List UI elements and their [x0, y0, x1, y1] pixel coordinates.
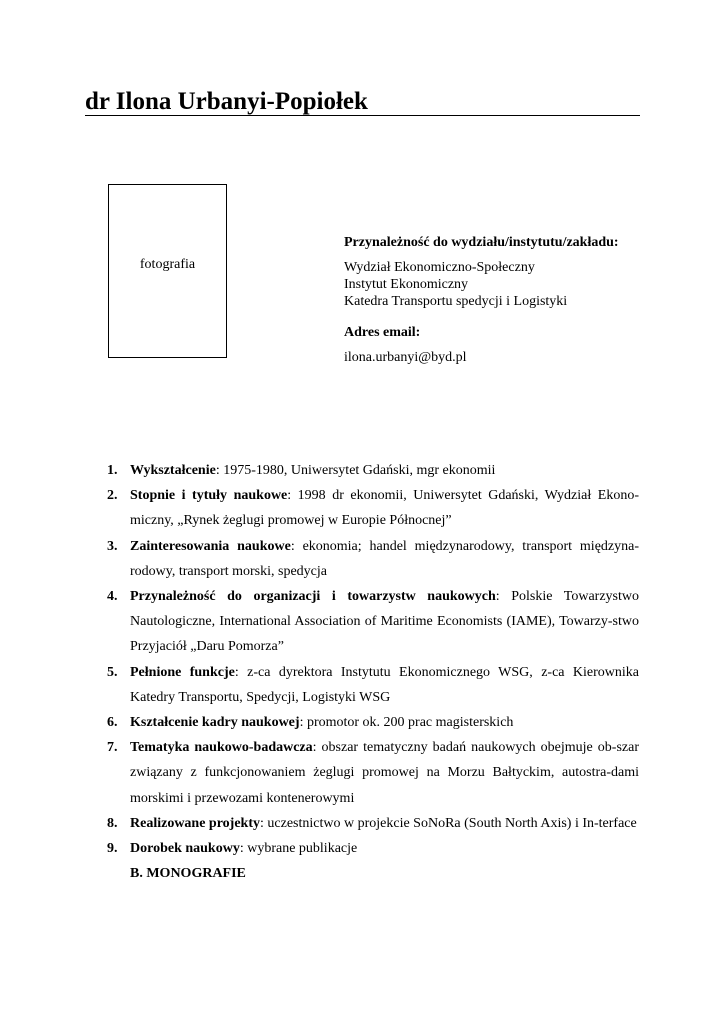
item-text: : 1998 dr ekonomii, Uniwersytet Gdański, Wydział Ekono-miczny, „Rynek żeglugi promowej w Europie Północnej”: [130, 488, 639, 529]
item-label: Zainteresowania naukowe: [130, 538, 291, 554]
list-item: [107, 458, 639, 483]
photo-label: fotografia: [139, 257, 196, 272]
item-label: Dorobek naukowy: [130, 841, 240, 857]
email-address: ilona.urbanyi@byd.pl: [344, 350, 467, 365]
item-text: : obszar tematyczny badań naukowych obejmuje ob-szar związany z funkcjonowaniem żeglugi promowej na Morzu Bałtyckim, autostra-dami morskimi i przewozami kontenerowymi: [130, 740, 639, 806]
photo-placeholder: [108, 184, 227, 358]
item-label: Wykształcenie: [130, 463, 216, 478]
list-item: [107, 584, 639, 660]
affiliation-faculty: Wydział Ekonomiczno-Społeczny: [344, 260, 535, 275]
affiliation-department: Katedra Transportu spedycji i Logistyki: [344, 294, 568, 309]
item-text: : ekonomia; handel międzynarodowy, transport międzyna-rodowy, transport morski, spedycja: [130, 538, 639, 579]
affiliation-institute: Instytut Ekonomiczny: [344, 277, 469, 292]
email-heading: Adres email:: [344, 325, 421, 340]
item-label: Stopnie i tytuły naukowe: [130, 488, 288, 504]
item-label: Realizowane projekty: [130, 815, 260, 831]
list-item: [107, 811, 639, 836]
item-number: 1.: [107, 463, 118, 478]
item-text: : z-ca dyrektora Instytutu Ekonomicznego WSG, z-ca Kierownika Katedry Transportu, Spedycji, Logistyki WSG: [130, 664, 639, 705]
item-label: Tematyka naukowo-badawcza: [130, 740, 313, 756]
section-b-label: B. MONOGRAFIE: [130, 866, 246, 882]
list-item: [107, 735, 639, 811]
item-number: 7.: [107, 740, 118, 756]
page-title: dr Ilona Urbanyi-Popiołek: [85, 88, 368, 115]
item-number: 4.: [107, 589, 118, 605]
list-item: [107, 483, 639, 533]
list-item: [107, 534, 639, 584]
profile-list: [107, 458, 639, 886]
item-label: Pełnione funkcje: [130, 664, 235, 680]
item-number: 9.: [107, 841, 118, 857]
item-number: 6.: [107, 715, 118, 731]
item-label: Kształcenie kadry naukowej: [130, 715, 300, 731]
item-text: : wybrane publikacje: [239, 841, 358, 857]
item-text: : Polskie Towarzystwo Nautologiczne, International Association of Maritime Economists (IAME), Towarzy-stwo Przyjaciół „Daru Pomorza”: [130, 589, 639, 655]
list-item: [107, 836, 639, 861]
section-heading-monographs: [107, 861, 639, 886]
list-item: [107, 660, 639, 710]
item-number: 8.: [107, 815, 118, 831]
item-text: : 1975-1980, Uniwersytet Gdański, mgr ekonomii: [215, 463, 496, 478]
item-number: 2.: [107, 488, 118, 504]
item-text: : promotor ok. 200 prac magisterskich: [299, 715, 514, 731]
list-item: [107, 710, 639, 735]
item-text: : uczestnictwo w projekcie SoNoRa (South North Axis) i In-terface: [260, 815, 637, 831]
item-number: 5.: [107, 664, 118, 680]
affiliation-heading: Przynależność do wydziału/instytutu/zakładu:: [344, 235, 619, 250]
title-underline: [85, 115, 640, 116]
item-number: 3.: [107, 538, 118, 554]
affiliation-block: [344, 234, 619, 366]
item-label: Przynależność do organizacji i towarzystw naukowych: [130, 589, 496, 605]
